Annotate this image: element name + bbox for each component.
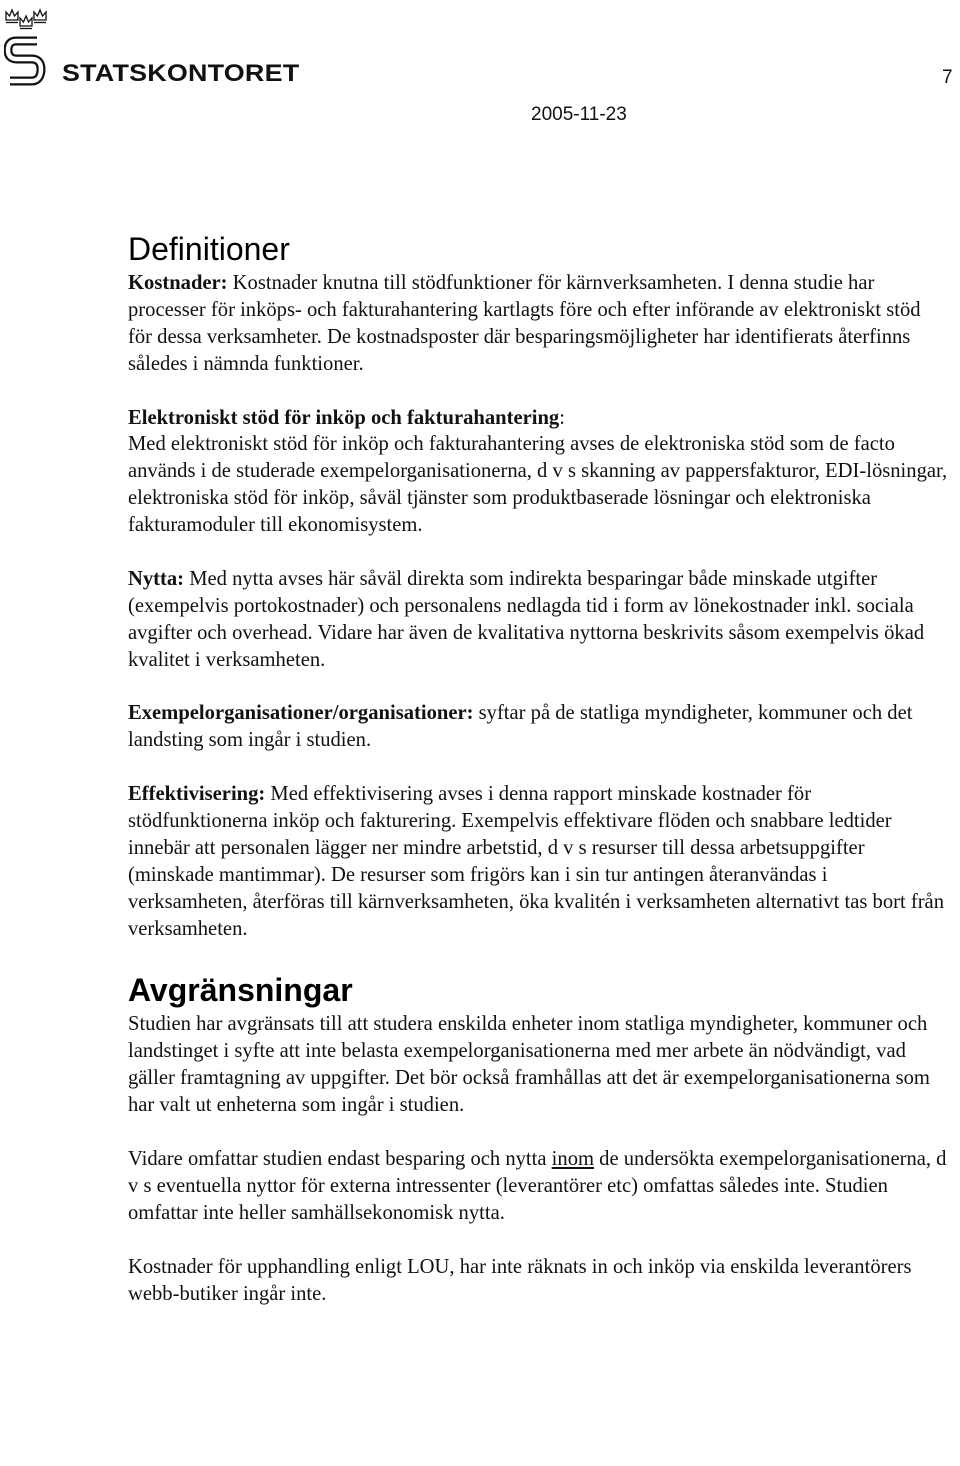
definition-text: syftar på de statliga myndigheter, kommuner och det landsting som ingår i studien. [128,702,913,752]
s-emblem-icon [4,36,46,86]
crowns-icon [4,4,48,30]
limitations-paragraph-3: Kostnader för upphandling enligt LOU, har inte räknats in och inköp via enskilda leverantörers webb-butiker ingår inte. [128,1255,912,1305]
term-elektroniskt-stod: Elektroniskt stöd för inköp och fakturahantering [128,406,560,429]
term-kostnader: Kostnader: [128,272,228,294]
definition-text: Med effektivisering avses i denna rapport minskade kostnader för stödfunktionerna inköp och fakturering. Exempelvis effektivare flöden och snabbare ledtider innebär att personalen lägger ner mindre arbetstid, d v s resurser till dessa arbetsuppgifter (minskade mantimmar). De resurser som frigörs kan i sin tur antingen återanvändas i verksamheten, återföras till kärnverksamheten, öka kvalitén i verksamheten alternativt tas bort från verksamheten. [128,783,944,940]
limitations-paragraph-2: Vidare omfattar studien endast besparing och nytta inom de undersökta exempelorganisationerna, d v s eventuella nyttor för externa intressenter (leverantörer etc) omfattas således inte. Studien omfattar inte heller samhällsekonomisk nytta. [128,1148,947,1224]
term-effektivisering: Effektivisering: [128,783,266,806]
page-number: 7 [942,67,953,88]
definition-elektroniskt-stod: Elektroniskt stöd för inköp och fakturahantering: Med elektroniskt stöd för inköp och fakturahantering avses de elektroniska stöd som de facto används i de studerade exempelorganisationerna, d v s skanning av pappersfakturor, EDI-lösningar, elektroniska stöd för inköp, såväl tjänster som produktbaserade lösningar och elektroniska fakturamoduler till ekonomisystem. [128,406,948,537]
statskontoret-logo [0,0,300,90]
definition-kostnader [128,270,948,378]
definition-text: Med elektroniskt stöd för inköp och fakturahantering avses de elektroniska stöd som de facto används i de studerade exempelorganisationerna, d v s skanning av pappersfakturor, EDI-lösningar, elektroniska stöd för inköp, såväl tjänster som produktbaserade lösningar och elektroniska fakturamoduler till ekonomisystem. [128,433,948,537]
definition-effektivisering [128,781,948,942]
definition-exempelorganisationer [128,700,948,754]
limitations-paragraph-1: Studien har avgränsats till att studera enskilda enheter inom statliga myndigheter, kommuner och landstinget i syfte att inte belasta exempelorganisationerna med mer arbete än nödvändigt, vad gäller framtagning av uppgifter. Det bör också framhållas att det är exempelorganisationerna som har valt ut enheterna som ingår i studien. [128,1013,930,1117]
definition-text: Kostnader knutna till stödfunktioner för kärnverksamheten. I denna studie har processer för inköps- och fakturahantering kartlagts före och efter införande av elektroniskt stöd för dessa verksamheter. De kostnadsposter där besparingsmöjligheter har identifierats återfinns således i nämnda funktioner. [128,272,921,375]
definition-nytta [128,566,948,674]
section-heading-definitioner: Definitioner [128,231,290,267]
section-heading-avgransningar: Avgränsningar [128,972,353,1009]
org-wordmark: STATSKONTORET [62,60,300,87]
underlined-inom: inom [551,1148,595,1170]
term-nytta: Nytta: [128,567,185,590]
definition-text: Med nytta avses här såväl direkta som indirekta besparingar både minskade utgifter (exempelvis portokostnader) och personalens nedlagda tid i form av lönekostnader inkl. sociala avgifter och overhead. Vidare har även de kvalitativa nyttorna beskrivits såsom exempelvis ökad kvalitet i verksamheten. [128,567,925,671]
document-body [128,228,948,1307]
term-exempelorganisationer: Exempelorganisationer/organisationer: [128,702,474,725]
document-date: 2005-11-23 [531,104,627,125]
